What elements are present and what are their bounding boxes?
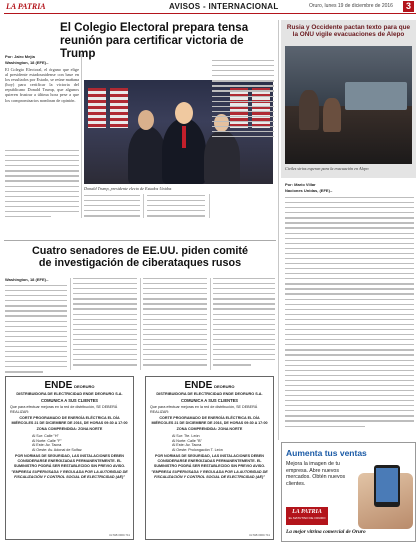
promo-title: Aumenta tus ventas	[286, 448, 367, 458]
ende-logo-sub: DEORURO	[74, 384, 95, 389]
story1-column-3	[147, 195, 205, 220]
phone-screen	[376, 468, 398, 502]
aleppo-photo-caption: Civiles sirios esperan para la evacuación en Alepo	[285, 166, 369, 171]
flag-left	[88, 88, 106, 128]
ad-company: DISTRIBUIDORA DE ELECTRICIDAD ENDE DEORURO S.A.	[16, 392, 123, 396]
story2-column-4	[213, 278, 275, 369]
street-item: Al Sur: Calle "H"	[32, 433, 59, 438]
phone-illustration	[374, 465, 400, 507]
aleppo-photo	[285, 46, 412, 164]
column-divider	[143, 194, 144, 218]
ende-logo-text: ENDE	[44, 380, 73, 391]
promo-badge-title: LA PATRIA	[292, 509, 322, 515]
ad-zone: ZONA COMPRENDIDA: ZONA NORTE	[36, 427, 103, 432]
flag-2	[110, 88, 128, 128]
story2-headline[interactable]: Cuatro senadores de EE.UU. piden comité de investigación de ciberataques rusos	[32, 245, 248, 270]
promo-slogan: La mejor vitrina comercial de Oruro	[286, 529, 366, 535]
ad-company: DISTRIBUIDORA DE ELECTRICIDAD ENDE DEORURO S.A.	[156, 392, 263, 396]
necktie	[182, 126, 186, 148]
person-shape	[323, 98, 341, 132]
street-item: Al Oeste: Av. Adonai de Solfaz	[32, 447, 82, 452]
ad-zone: ZONA COMPRENDIDA: ZONA NORTE	[176, 427, 243, 432]
story1-column-4	[212, 60, 274, 141]
street-item: Al Norte: Calle "B"	[172, 438, 202, 443]
section-title: AVISOS - INTERNACIONAL	[169, 2, 279, 11]
page-header	[4, 2, 416, 14]
story2-column-3	[143, 278, 207, 369]
column-divider	[278, 20, 279, 440]
issue-date: Oruro, lunes 19 de diciembre de 2016	[309, 3, 393, 9]
ad-code: ULTAB 0900.741	[248, 533, 270, 537]
column-divider	[210, 278, 211, 370]
ad-intro: Que para efectuar mejoras en la red de distribución, SE DEBERÁ REALIZAR:	[10, 405, 118, 414]
column-divider	[140, 278, 141, 370]
ende-ad-2	[145, 376, 274, 540]
promo-text: Mejora la imagen de tu empresa. Abre nuevos mercados. Obtén nuevos clientes.	[286, 461, 346, 487]
sidebar-box	[281, 20, 416, 178]
ende-logo	[10, 380, 129, 391]
ad-intro: Que para efectuar mejoras en la red de distribución, SE DEBERÁ REALIZAR:	[150, 405, 258, 414]
sidebar-headline[interactable]: Rusia y Occidente pactan texto para que la ONU vigile evacuaciones de Alepo	[286, 24, 411, 39]
trump-photo-caption: Donald Trump, presidente electo de Estados Unidos	[84, 186, 172, 191]
newspaper-brand: LA PATRIA	[6, 2, 46, 11]
ad-cut: CORTE PROGRAMADO DE ENERGÍA ELÉCTRICA EL DÍA MIÉRCOLES 21 DE DICIEMBRE DE 2016, DE HORAS 09:30 A 17:00	[151, 416, 268, 425]
story2-column-2	[73, 278, 137, 369]
ende-logo	[150, 380, 269, 391]
promo-badge	[286, 507, 328, 525]
story1-headline[interactable]: El Colegio Electoral prepara tensa reunión para certificar victoria de Trump	[60, 21, 249, 60]
story2-dateline: Washington, 18 (EFE).-	[5, 277, 49, 282]
ende-logo-text: ENDE	[184, 380, 213, 391]
story1-column-2	[84, 195, 140, 220]
ad-notice: COMUNICA A SUS CLIENTES	[40, 398, 99, 403]
sidebar-dateline: Naciones Unidas, (EFE).-	[285, 188, 333, 193]
person-left	[128, 126, 166, 184]
street-item: Al Este: Av. Tacna	[32, 443, 62, 448]
street-item: Al Norte: Calle "F"	[32, 438, 62, 443]
person-shape	[299, 90, 319, 130]
column-divider	[209, 194, 210, 218]
page-number: 3	[403, 1, 414, 12]
ende-logo-sub: DEORURO	[214, 384, 235, 389]
story-separator	[4, 240, 276, 241]
promo-ad	[281, 442, 416, 542]
street-item: Al Sur: Tte. León	[172, 433, 200, 438]
ad-streets	[150, 434, 269, 452]
story1-dateline: Washington, 18 (EFE).-	[5, 60, 49, 65]
ad-code: ULTAB 0900.741	[108, 533, 130, 537]
column-divider	[70, 278, 71, 370]
story2-column-1	[5, 285, 67, 376]
head-center	[175, 102, 193, 124]
story1-column-1	[5, 150, 79, 221]
story1-lead: El Colegio Electoral, el órgano que elige al presidente estadounidense con base en los resultados por Estado, se reúne mañana (hoy) para certificar la victoria del republicano Donald Trump, que algunos quieren frustrar a última hora pese a que los compromisarios nombran de opinión.	[5, 67, 79, 103]
column-divider	[81, 54, 82, 218]
promo-badge-sub: EL MATUTINO DE ORURO	[288, 516, 326, 520]
ad-footer: "EMPRESA SUPERVISADA Y REGULADA POR LA AUTORIDAD DE FISCALIZACIÓN Y CONTROL SOCIAL DE ELECTRICIDAD (AE)"	[11, 470, 128, 479]
street-item: Al Este: Av. Tacna	[172, 443, 202, 448]
sidebar-body	[285, 197, 414, 431]
ad-safety: POR NORMAS DE SEGURIDAD, LAS INSTALACIONES DEBEN CONSIDERARSE ENERGIZADAS PERMANENTEMENTE. EL SUMINISTRO PODRÁ SER RESTABLECIDO SIN PREVIO AVISO.	[153, 454, 266, 468]
street-item: Al Oeste: Prolongación T. León	[172, 447, 223, 452]
bus-shape	[345, 82, 407, 110]
head-left	[138, 110, 154, 130]
ad-footer: "EMPRESA SUPERVISADA Y REGULADA POR LA AUTORIDAD DE FISCALIZACIÓN Y CONTROL SOCIAL DE ELECTRICIDAD (AE)"	[151, 470, 268, 479]
ende-ad-1	[5, 376, 134, 540]
sidebar-byline: Por: Mario Villar	[285, 182, 316, 187]
ad-notice: COMUNICA A SUS CLIENTES	[180, 398, 239, 403]
ad-safety: POR NORMAS DE SEGURIDAD, LAS INSTALACIONES DEBEN CONSIDERARSE ENERGIZADAS PERMANENTEMENTE. EL SUMINISTRO PODRÁ SER RESTABLECIDO SIN PREVIO AVISO.	[13, 454, 126, 468]
ad-cut: CORTE PROGRAMADO DE ENERGÍA ELÉCTRICA EL DÍA MIÉRCOLES 21 DE DICIEMBRE DE 2016, DE HORAS 09:30 A 17:00	[11, 416, 128, 425]
story1-byline: Por: Jairo Mejía	[5, 54, 35, 59]
ad-streets	[10, 434, 129, 452]
